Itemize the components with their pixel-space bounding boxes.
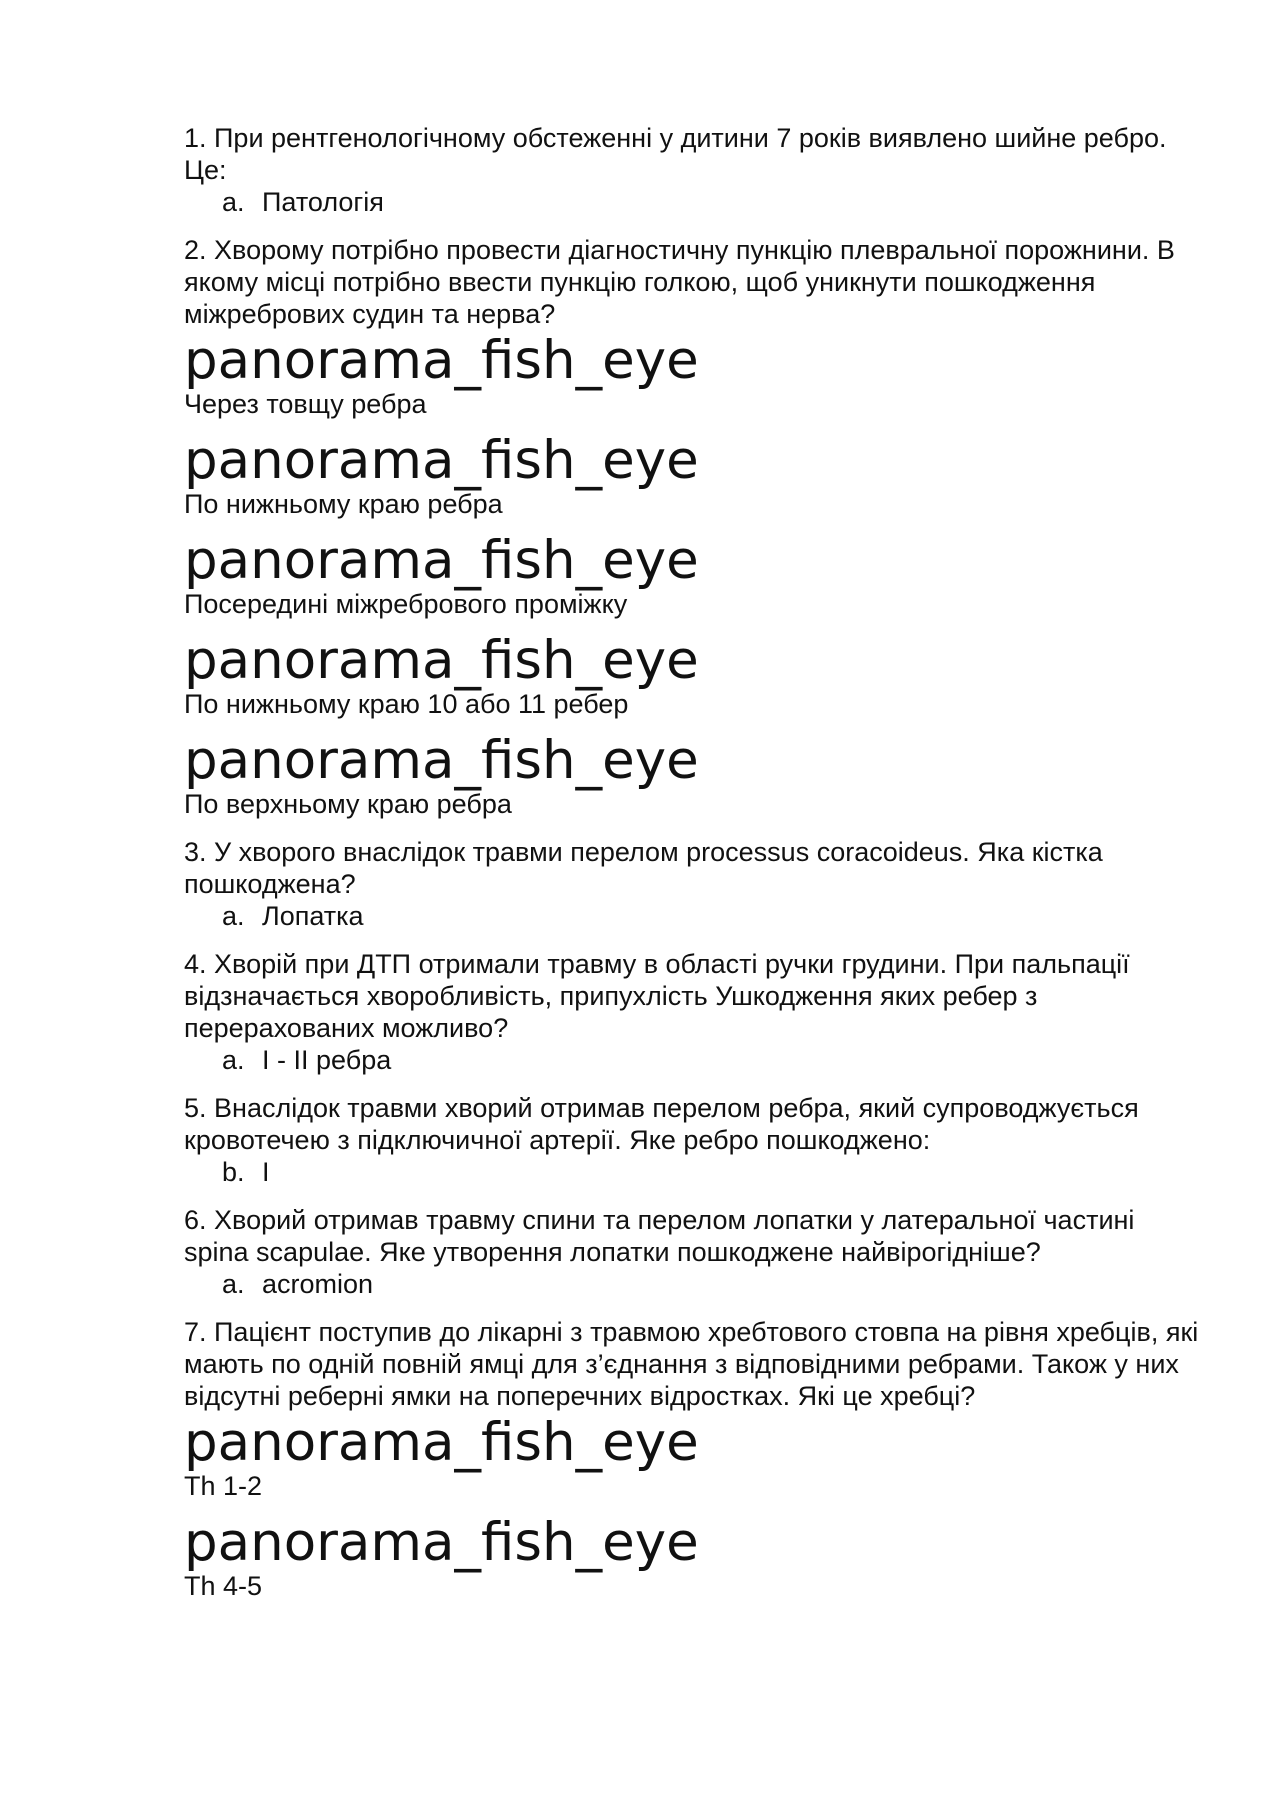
answer — [222, 186, 1200, 218]
answer — [222, 900, 1200, 932]
panorama-fish-eye-icon[interactable]: panorama_fish_eye — [184, 730, 699, 791]
question-1 — [184, 122, 1200, 218]
option-4[interactable] — [184, 630, 1200, 720]
question-text: 4. Хворій при ДТП отримали травму в області ручки грудини. При пальпації відзначається хворобливість, припухлість Ушкодження яких ребер з перерахованих можливо? — [184, 949, 1130, 1043]
question-text: 2. Хворому потрібно провести діагностичну пункцію плевральної порожнини. В якому місці потрібно ввести пункцію голкою, щоб уникнути пошкодження міжребрових судин та нерва? — [184, 235, 1175, 329]
answer-text: I - II ребра — [262, 1045, 392, 1075]
panorama-fish-eye-icon[interactable]: panorama_fish_eye — [184, 1512, 699, 1573]
option-label: Th 4-5 — [184, 1571, 263, 1601]
answer — [222, 1156, 1200, 1188]
option-label: Th 1-2 — [184, 1471, 263, 1501]
option-2[interactable] — [184, 430, 1200, 520]
option-3[interactable] — [184, 530, 1200, 620]
option-5[interactable] — [184, 730, 1200, 820]
question-text: 7. Пацієнт поступив до лікарні з травмою хребтового стовпа на рівня хребців, які мають по одній повній ямці для з’єднання з відповідними ребрами. Також у них відсутні реберні ямки на поперечних відростках. Які це хребці? — [184, 1317, 1199, 1411]
question-6 — [184, 1204, 1200, 1300]
answer-letter: a. — [222, 1045, 245, 1075]
answer — [222, 1044, 1200, 1076]
panorama-fish-eye-icon[interactable]: panorama_fish_eye — [184, 1412, 699, 1473]
panorama-fish-eye-icon[interactable]: panorama_fish_eye — [184, 530, 699, 591]
option-label: Через товщу ребра — [184, 389, 427, 419]
question-7 — [184, 1316, 1200, 1602]
question-text: 3. У хворого внаслідок травми перелом processus coracoideus. Яка кістка пошкоджена? — [184, 837, 1103, 899]
question-2 — [184, 234, 1200, 820]
panorama-fish-eye-icon[interactable]: panorama_fish_eye — [184, 430, 699, 491]
answer-letter: a. — [222, 901, 245, 931]
option-2[interactable] — [184, 1512, 1200, 1602]
answer-text: acromion — [262, 1269, 374, 1299]
option-label: По нижньому краю 10 або 11 ребер — [184, 689, 629, 719]
panorama-fish-eye-icon[interactable]: panorama_fish_eye — [184, 330, 699, 391]
answer-text: Патологія — [262, 187, 384, 217]
answer-text: I — [262, 1157, 270, 1187]
answer-letter: b. — [222, 1157, 245, 1187]
option-1[interactable] — [184, 1412, 1200, 1502]
option-1[interactable] — [184, 330, 1200, 420]
option-label: По нижньому краю ребра — [184, 489, 503, 519]
option-label: По верхньому краю ребра — [184, 789, 512, 819]
answer — [222, 1268, 1200, 1300]
answer-letter: a. — [222, 1269, 245, 1299]
answer-letter: a. — [222, 187, 245, 217]
panorama-fish-eye-icon[interactable]: panorama_fish_eye — [184, 630, 699, 691]
answer-text: Лопатка — [262, 901, 364, 931]
question-5 — [184, 1092, 1200, 1188]
question-4 — [184, 948, 1200, 1076]
question-text: 5. Внаслідок травми хворий отримав перелом ребра, який супроводжується кровотечею з підключичної артерії. Яке ребро пошкоджено: — [184, 1093, 1139, 1155]
question-text: 6. Хворий отримав травму спини та перелом лопатки у латеральної частині spina scapulae. Яке утворення лопатки пошкоджене найвірогідніше? — [184, 1205, 1135, 1267]
question-3 — [184, 836, 1200, 932]
option-label: Посередині міжребрового проміжку — [184, 589, 628, 619]
quiz-content — [184, 122, 1200, 1618]
question-text: 1. При рентгенологічному обстеженні у дитини 7 років виявлено шийне ребро. Це: — [184, 123, 1167, 185]
